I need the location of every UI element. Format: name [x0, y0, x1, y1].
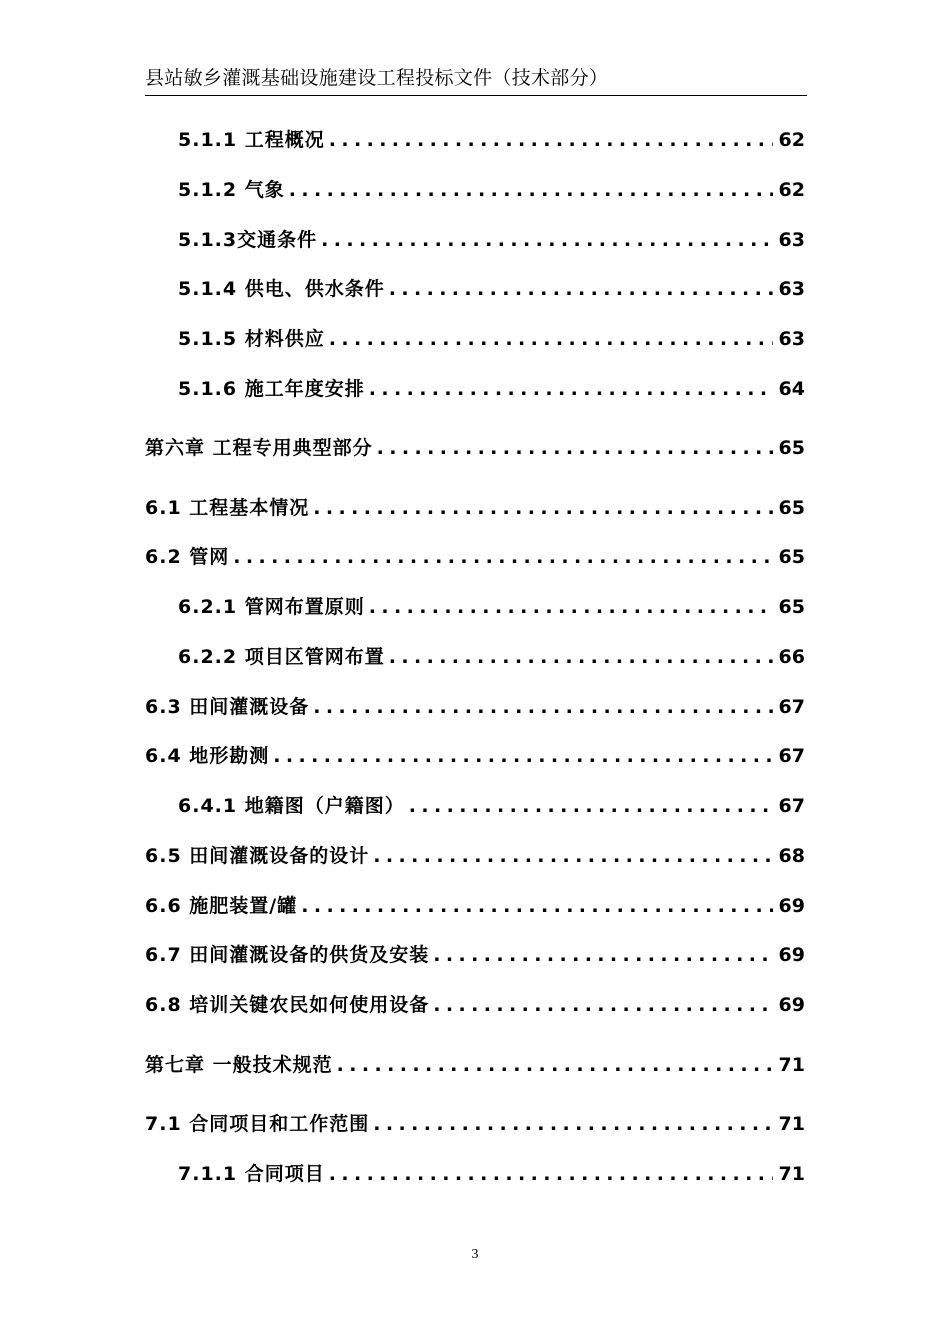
- toc-dot-leader: [329, 324, 773, 354]
- toc-dot-leader: [389, 274, 773, 304]
- toc-entry-title: 5.1.3交通条件: [178, 229, 318, 251]
- toc-entry-title: 5.1.5 材料供应: [178, 328, 325, 350]
- toc-page-number: 68: [778, 845, 805, 867]
- page-number: 3: [471, 1247, 479, 1262]
- toc-dot-leader: [329, 1159, 773, 1189]
- toc-page-number: 65: [778, 546, 805, 568]
- toc-entry-7-1-1[interactable]: [178, 1159, 805, 1189]
- toc-dot-leader: [409, 791, 773, 821]
- toc-dot-leader: [313, 493, 772, 523]
- toc-entry-title: 第六章 工程专用典型部分: [145, 437, 373, 459]
- toc-entry-5-1-1[interactable]: [178, 125, 805, 155]
- toc-entry-6-2[interactable]: [145, 542, 805, 572]
- toc-page-number: 64: [778, 378, 805, 400]
- toc-entry-title: 6.4.1 地籍图（户籍图）: [178, 795, 405, 817]
- toc-entry-6-5[interactable]: [145, 841, 805, 871]
- toc-dot-leader: [233, 542, 772, 572]
- toc-entry-6-2-2[interactable]: [178, 642, 805, 672]
- toc-dot-leader: [301, 891, 772, 921]
- toc-entry-title: 6.2 管网: [145, 546, 230, 568]
- toc-dot-leader: [289, 175, 773, 205]
- toc-page-number: 65: [778, 437, 805, 459]
- toc-entry-5-1-2[interactable]: [178, 175, 805, 205]
- toc-entry-6-6[interactable]: [145, 891, 805, 921]
- toc-entry-title: 6.4 地形勘测: [145, 745, 270, 767]
- toc-dot-leader: [273, 741, 772, 771]
- toc-dot-leader: [433, 990, 772, 1020]
- toc-entry-6-8[interactable]: [145, 990, 805, 1020]
- toc-entry-title: 5.1.6 施工年度安排: [178, 378, 365, 400]
- toc-entry-title: 5.1.4 供电、供水条件: [178, 278, 385, 300]
- toc-page-number: 63: [778, 278, 805, 300]
- toc-entry-title: 6.2.2 项目区管网布置: [178, 646, 385, 668]
- toc-page-number: 69: [778, 895, 805, 917]
- toc-dot-leader: [329, 125, 773, 155]
- toc-page-number: 69: [778, 994, 805, 1016]
- toc-dot-leader: [337, 1050, 773, 1080]
- toc-page-number: 71: [778, 1054, 805, 1076]
- toc-entry-5-1-6[interactable]: [178, 374, 805, 404]
- toc-entry-title: 5.1.2 气象: [178, 179, 285, 201]
- toc-page-number: 71: [778, 1163, 805, 1185]
- toc-dot-leader: [313, 692, 772, 722]
- toc-entry-title: 第七章 一般技术规范: [145, 1054, 333, 1076]
- toc-page-number: 67: [778, 745, 805, 767]
- toc-page-number: 67: [778, 795, 805, 817]
- toc-page-number: 65: [778, 497, 805, 519]
- toc-entry-5-1-5[interactable]: [178, 324, 805, 354]
- toc-entry-chapter-7[interactable]: [145, 1050, 805, 1080]
- toc-page-number: 71: [778, 1113, 805, 1135]
- toc-page-number: 62: [778, 179, 805, 201]
- toc-entry-5-1-3[interactable]: [178, 225, 805, 255]
- toc-entry-title: 6.2.1 管网布置原则: [178, 596, 365, 618]
- toc-page-number: 67: [778, 696, 805, 718]
- toc-entry-chapter-6[interactable]: [145, 433, 805, 463]
- toc-entry-6-3[interactable]: [145, 692, 805, 722]
- toc-dot-leader: [377, 433, 773, 463]
- toc-entry-title: 6.6 施肥装置/罐: [145, 895, 298, 917]
- toc-entry-6-1[interactable]: [145, 493, 805, 523]
- toc-entry-7-1[interactable]: [145, 1109, 805, 1139]
- toc-dot-leader: [369, 592, 773, 622]
- toc-entry-title: 6.3 田间灌溉设备: [145, 696, 310, 718]
- toc-entry-title: 7.1 合同项目和工作范围: [145, 1113, 370, 1135]
- toc-dot-leader: [389, 642, 773, 672]
- toc-entry-title: 6.8 培训关键农民如何使用设备: [145, 994, 430, 1016]
- toc-page-number: 65: [778, 596, 805, 618]
- toc-entry-title: 5.1.1 工程概况: [178, 129, 325, 151]
- toc-entry-title: 6.1 工程基本情况: [145, 497, 310, 519]
- toc-entry-title: 7.1.1 合同项目: [178, 1163, 325, 1185]
- toc-dot-leader: [433, 940, 772, 970]
- toc-entry-6-4-1[interactable]: [178, 791, 805, 821]
- toc-entry-title: 6.5 田间灌溉设备的设计: [145, 845, 370, 867]
- toc-dot-leader: [321, 225, 772, 255]
- toc-dot-leader: [369, 374, 773, 404]
- toc-entry-6-2-1[interactable]: [178, 592, 805, 622]
- toc-entry-title: 6.7 田间灌溉设备的供货及安装: [145, 944, 430, 966]
- toc-page-number: 62: [778, 129, 805, 151]
- document-title: 县站敏乡灌溉基础设施建设工程投标文件（技术部分）: [145, 67, 609, 89]
- toc-entry-6-4[interactable]: [145, 741, 805, 771]
- toc-page-number: 63: [778, 229, 805, 251]
- toc-page-number: 66: [778, 646, 805, 668]
- toc-page-number: 63: [778, 328, 805, 350]
- toc-dot-leader: [373, 1109, 772, 1139]
- toc-entry-6-7[interactable]: [145, 940, 805, 970]
- toc-dot-leader: [373, 841, 772, 871]
- toc-page-number: 69: [778, 944, 805, 966]
- toc-entry-5-1-4[interactable]: [178, 274, 805, 304]
